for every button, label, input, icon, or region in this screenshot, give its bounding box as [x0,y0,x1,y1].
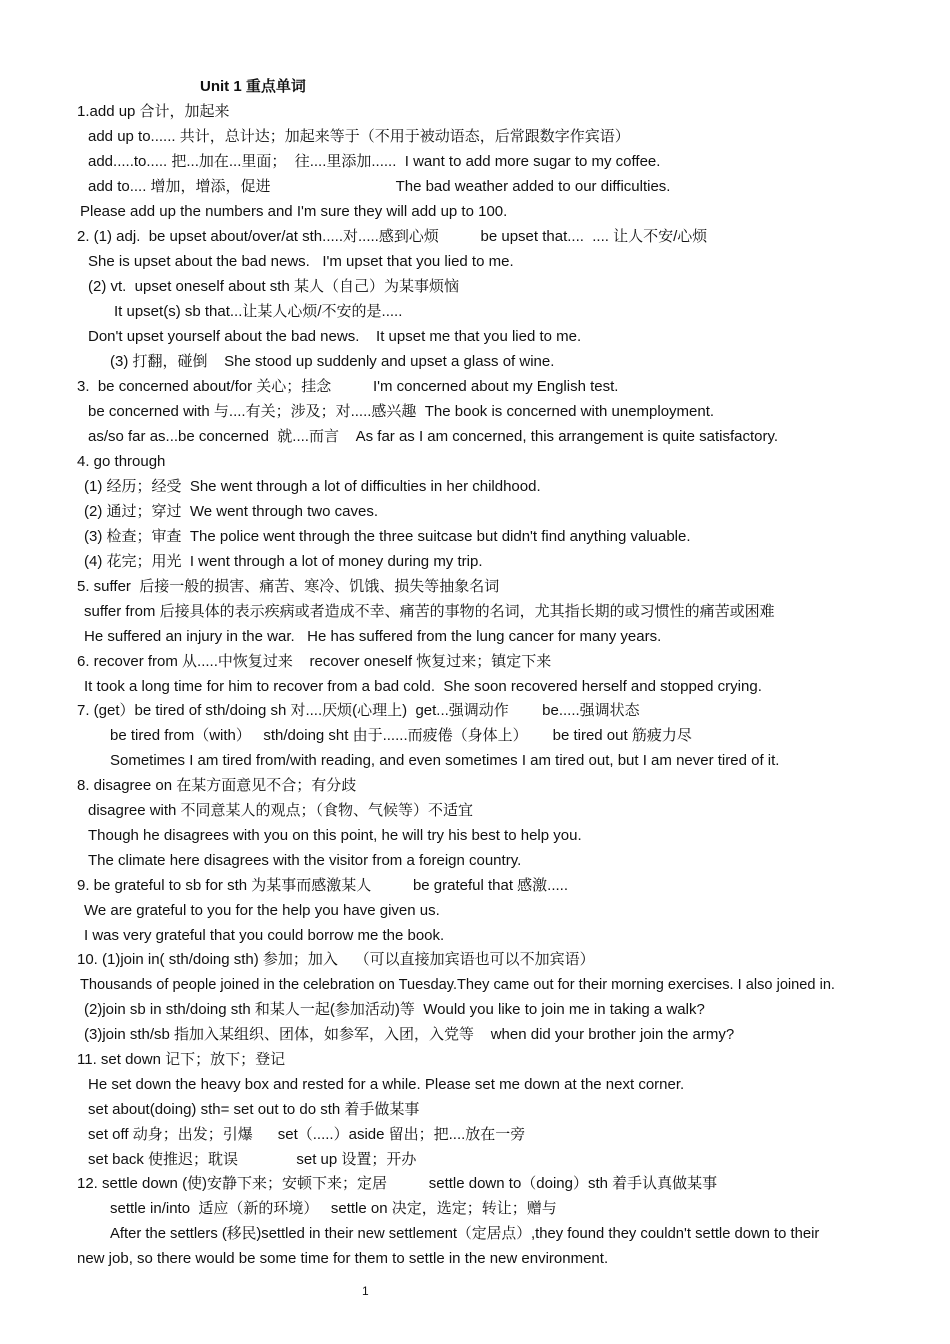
text-line: (1) 经历；经受 She went through a lot of difficulties in her childhood. [84,478,541,495]
text-line: He suffered an injury in the war. He has suffered from the lung cancer for many years. [84,628,662,645]
text-line: The climate here disagrees with the visitor from a foreign country. [88,852,522,869]
text-line: 11. set down 记下；放下；登记 [77,1051,286,1068]
page-title: Unit 1 重点单词 [200,78,306,95]
text-line: be tired from（with） sth/doing sht 由于......而疲倦（身体上） be tired out 筋疲力尽 [110,727,692,744]
text-line: (2) vt. upset oneself about sth 某人（自己）为某事烦恼 [88,278,459,295]
text-line: 2. (1) adj. be upset about/over/at sth.....对.....感到心烦 be upset that.... .... 让人不安/心烦 [77,228,708,245]
text-line: It upset(s) sb that...让某人心烦/不安的是..... [114,303,403,320]
text-line: disagree with 不同意某人的观点；（食物、气候等）不适宜 [88,802,474,819]
text-line: add up to...... 共计，总计达；加起来等于（不用于被动语态，后常跟数字作宾语） [88,128,630,145]
text-line: suffer from 后接具体的表示疾病或者造成不幸、痛苦的事物的名词，尤其指长期的或习惯性的痛苦或困难 [84,603,775,620]
text-line: (3) 打翻，碰倒 She stood up suddenly and upset a glass of wine. [110,353,555,370]
text-line: (3) 检查；审查 The police went through the three suitcase but didn't find anything valuable. [84,528,691,545]
text-line: 10. (1)join in( sth/doing sth) 参加；加入 （可以直接加宾语也可以不加宾语） [77,951,595,968]
text-line: After the settlers (移民)settled in their new settlement（定居点）,they found they couldn't settle down to their [110,1226,820,1242]
text-line: 1.add up 合计，加起来 [77,103,230,120]
text-line: (3)join sth/sb 指加入某组织、团体，如参军，入团，入党等 when did your brother join the army? [84,1026,735,1043]
text-line: Please add up the numbers and I'm sure they will add up to 100. [80,203,508,220]
text-line: 9. be grateful to sb for sth 为某事而感激某人 be grateful that 感激..... [77,877,569,894]
text-line: new job, so there would be some time for them to settle in the new environment. [77,1250,609,1267]
text-line: be concerned with 与....有关；涉及；对.....感兴趣 The book is concerned with unemployment. [88,403,715,420]
text-line: add.....to..... 把...加在...里面； 往....里添加...... I want to add more sugar to my coffee. [88,153,661,170]
page-number: 1 [362,1284,369,1298]
text-line: 4. go through [77,453,166,470]
text-line: 8. disagree on 在某方面意见不合；有分歧 [77,777,357,794]
text-line: 5. suffer 后接一般的损害、痛苦、寒冷、饥饿、损失等抽象名词 [77,578,500,595]
text-line: as/so far as...be concerned 就....而言 As far as I am concerned, this arrangement is quite satisfactory. [88,428,779,445]
text-line: She is upset about the bad news. I'm upset that you lied to me. [88,253,514,270]
text-line: (2)join sb in sth/doing sth 和某人一起(参加活动)等 Would you like to join me in taking a walk? [84,1001,705,1018]
text-line: He set down the heavy box and rested for a while. Please set me down at the next corner. [88,1076,685,1093]
text-line: I was very grateful that you could borrow me the book. [84,927,445,944]
text-line: 7. (get）be tired of sth/doing sh 对....厌烦(心理上) get...强调动作 be.....强调状态 [77,702,640,719]
text-line: set about(doing) sth= set out to do sth 着手做某事 [88,1101,420,1118]
text-line: settle in/into 适应（新的环境） settle on 决定，选定；转让；赠与 [110,1200,557,1217]
text-line: Thousands of people joined in the celebration on Tuesday.They came out for their morning exercises. I also joined in. [80,977,835,993]
text-line: 6. recover from 从.....中恢复过来 recover oneself 恢复过来；镇定下来 [77,653,552,670]
text-line: Sometimes I am tired from/with reading, and even sometimes I am tired out, but I am never tired of it. [110,752,780,769]
text-line: Don't upset yourself about the bad news. It upset me that you lied to me. [88,328,582,345]
text-line: 12. settle down (使)安静下来；安顿下来；定居 settle down to（doing）sth 着手认真做某事 [77,1175,718,1192]
text-line: set back 使推迟；耽误 set up 设置；开办 [88,1151,417,1168]
text-line: 3. be concerned about/for 关心；挂念 I'm concerned about my English test. [77,378,619,395]
text-line: set off 动身；出发；引爆 set（.....）aside 留出；把....放在一旁 [88,1126,526,1143]
text-line: Though he disagrees with you on this point, he will try his best to help you. [88,827,582,844]
text-line: (4) 花完；用光 I went through a lot of money during my trip. [84,553,483,570]
text-line: (2) 通过；穿过 We went through two caves. [84,503,378,520]
text-line: It took a long time for him to recover from a bad cold. She soon recovered herself and stopped crying. [84,678,762,695]
text-line: add to.... 增加，增添，促进 The bad weather added to our difficulties. [88,178,671,195]
text-line: We are grateful to you for the help you have given us. [84,902,440,919]
